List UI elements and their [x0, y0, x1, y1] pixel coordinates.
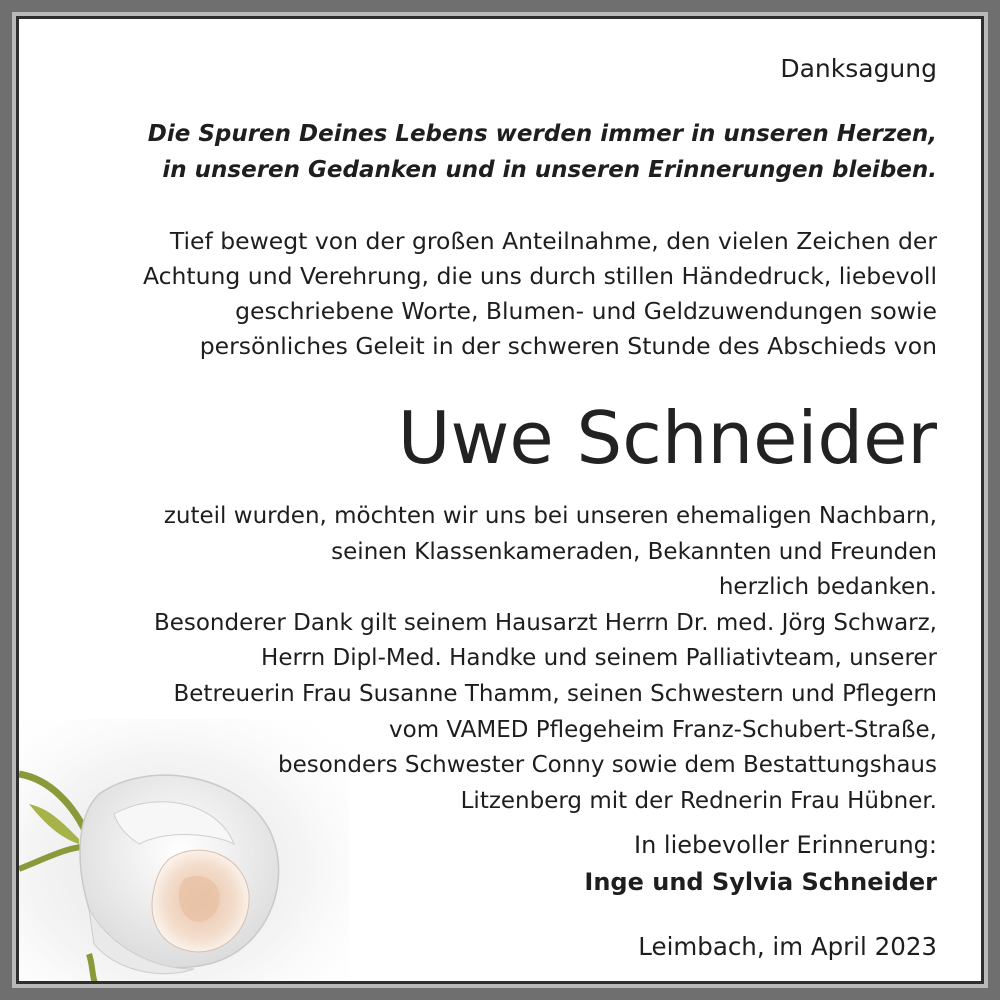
thanks-line: Besonderer Dank gilt seinem Hausarzt Herrn Dr. med. Jörg Schwarz, [153, 609, 937, 636]
intro-paragraph [143, 224, 937, 364]
motto-quote [148, 116, 937, 188]
thanks-line: Herrn Dipl-Med. Handke und seinem Palliativteam, unserer [261, 645, 937, 672]
thanks-line: besonders Schwester Conny sowie dem Bestattungshaus [277, 752, 937, 779]
intro-line: persönliches Geleit in der schweren Stunde des Abschieds von [199, 332, 937, 360]
thanks-line: vom VAMED Pflegeheim Franz-Schubert-Straße, [389, 716, 937, 743]
notice-frame [12, 12, 988, 988]
intro-line: Tief bewegt von der großen Anteilnahme, den vielen Zeichen der [169, 227, 937, 255]
thanks-paragraph [154, 499, 937, 819]
motto-line: in unseren Gedanken und in unseren Erinnerungen bleiben. [162, 157, 937, 183]
thanks-line: zuteil wurden, möchten wir uns bei unseren ehemaligen Nachbarn, [163, 503, 937, 529]
closing-block [584, 827, 937, 901]
closing-phrase: In liebevoller Erinnerung: [634, 831, 937, 859]
motto-line: Die Spuren Deines Lebens werden immer in unseren Herzen, [147, 121, 937, 147]
notice-heading: Danksagung [780, 54, 937, 83]
deceased-name: Uwe Schneider [397, 396, 937, 480]
thanks-line: Betreuerin Frau Susanne Thamm, seinen Schwestern und Pflegern [173, 680, 937, 707]
signers: Inge und Sylvia Schneider [584, 868, 937, 896]
place-date: Leimbach, im April 2023 [638, 932, 937, 961]
thanks-line: herzlich bedanken. [718, 574, 937, 601]
thanks-line: Litzenberg mit der Rednerin Frau Hübner. [460, 787, 937, 814]
intro-line: Achtung und Verehrung, die uns durch stillen Händedruck, liebevoll [142, 262, 937, 290]
notice-paper [16, 16, 984, 984]
intro-line: geschriebene Worte, Blumen- und Geldzuwendungen sowie [235, 297, 937, 325]
thanks-line: seinen Klassenkameraden, Bekannten und Freunden [331, 538, 937, 565]
